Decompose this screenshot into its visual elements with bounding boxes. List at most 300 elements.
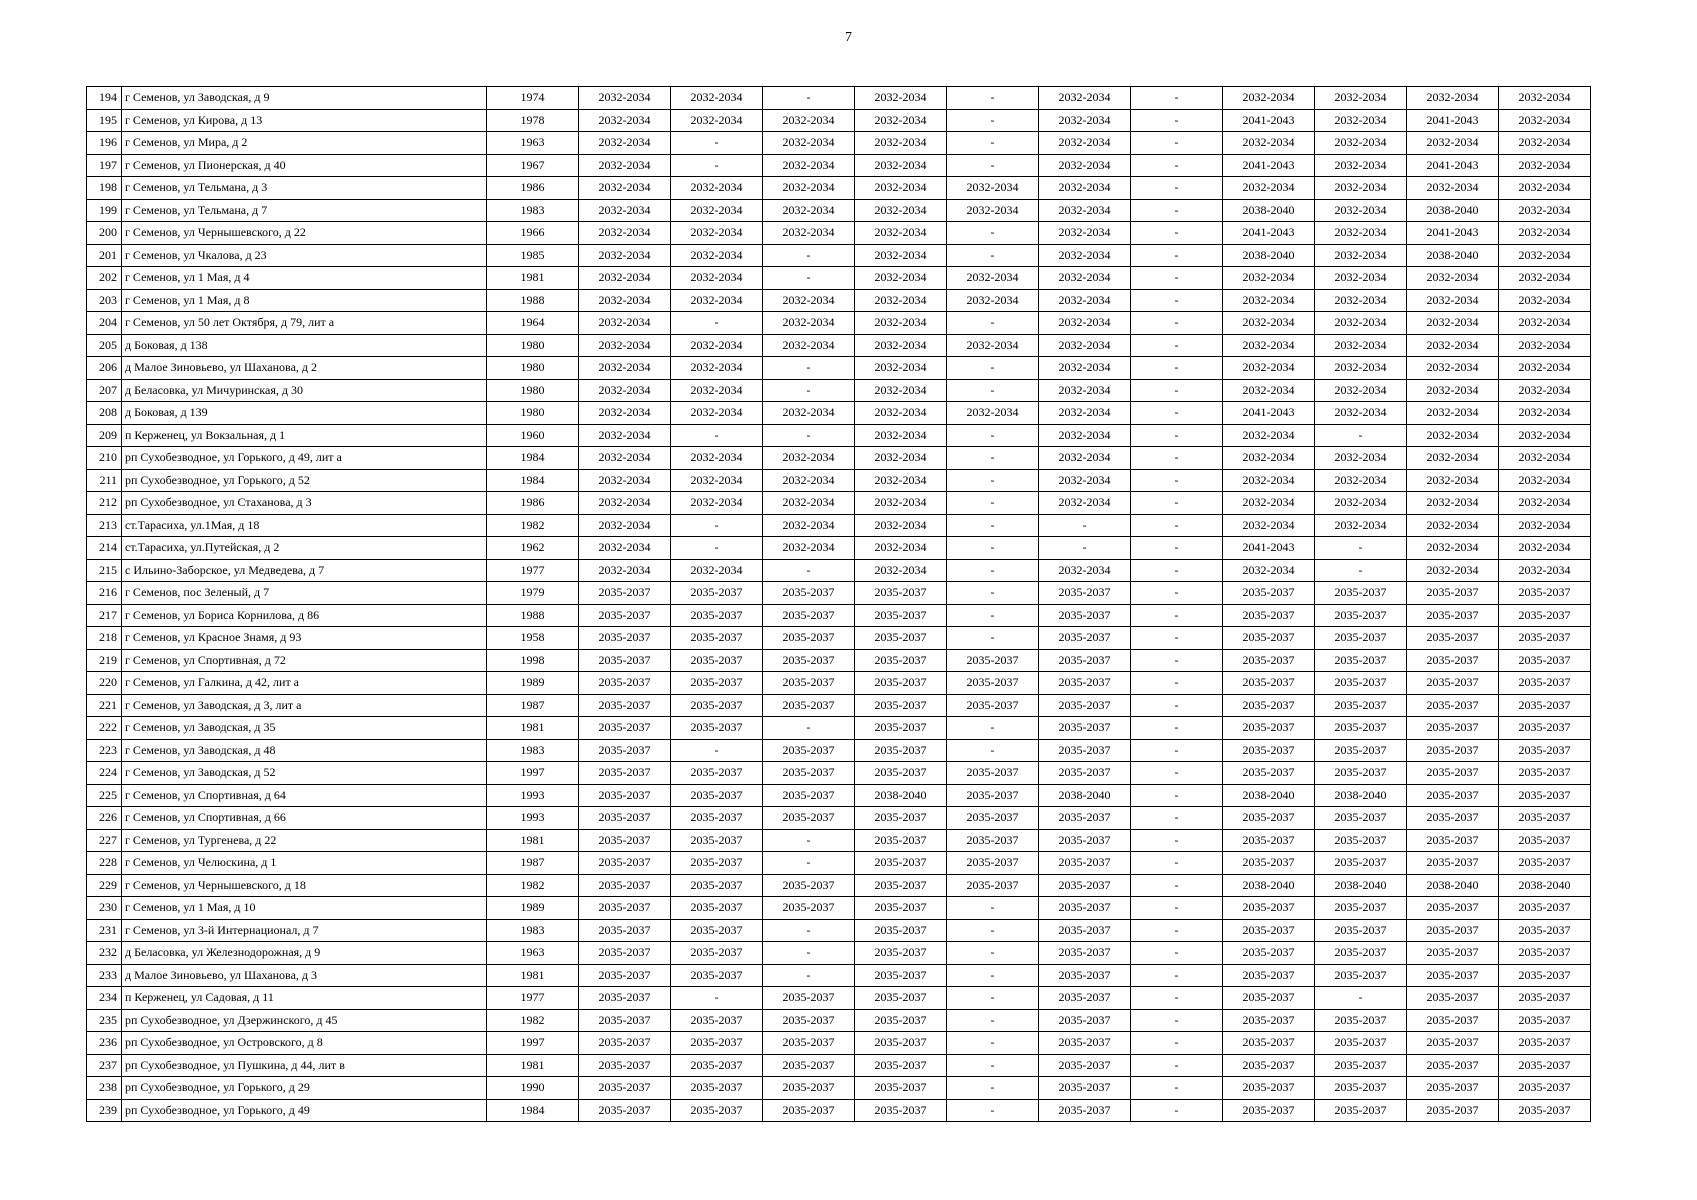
cell-repair-period-4: 2035-2037 xyxy=(855,762,947,785)
cell-repair-period-6: 2035-2037 xyxy=(1039,852,1131,875)
cell-repair-period-11: 2032-2034 xyxy=(1499,357,1591,380)
cell-repair-period-8: 2032-2034 xyxy=(1223,424,1315,447)
cell-repair-period-4: 2032-2034 xyxy=(855,424,947,447)
cell-repair-period-4: 2038-2040 xyxy=(855,784,947,807)
cell-repair-period-7: - xyxy=(1131,267,1223,290)
cell-repair-period-9: 2038-2040 xyxy=(1315,874,1407,897)
cell-repair-period-1: 2032-2034 xyxy=(579,537,671,560)
cell-repair-period-7: - xyxy=(1131,717,1223,740)
cell-repair-period-4: 2035-2037 xyxy=(855,739,947,762)
table-row xyxy=(87,109,1591,132)
cell-address: г Семенов, ул 1 Мая, д 8 xyxy=(122,289,487,312)
cell-repair-period-1: 2032-2034 xyxy=(579,289,671,312)
cell-repair-period-9: 2032-2034 xyxy=(1315,312,1407,335)
cell-repair-period-5: - xyxy=(947,1009,1039,1032)
cell-repair-period-11: 2035-2037 xyxy=(1499,627,1591,650)
cell-repair-period-9: - xyxy=(1315,987,1407,1010)
table-row xyxy=(87,852,1591,875)
cell-repair-period-6: 2035-2037 xyxy=(1039,694,1131,717)
cell-repair-period-9: 2032-2034 xyxy=(1315,334,1407,357)
table-row xyxy=(87,694,1591,717)
cell-repair-period-5: 2035-2037 xyxy=(947,807,1039,830)
cell-repair-period-1: 2032-2034 xyxy=(579,312,671,335)
cell-repair-period-5: - xyxy=(947,132,1039,155)
cell-repair-period-2: 2032-2034 xyxy=(671,379,763,402)
cell-build-year: 1983 xyxy=(487,739,579,762)
cell-repair-period-4: 2035-2037 xyxy=(855,649,947,672)
cell-build-year: 1974 xyxy=(487,87,579,110)
cell-repair-period-2: 2035-2037 xyxy=(671,582,763,605)
cell-build-year: 1986 xyxy=(487,177,579,200)
cell-repair-period-6: 2035-2037 xyxy=(1039,1054,1131,1077)
cell-repair-period-11: 2032-2034 xyxy=(1499,402,1591,425)
cell-repair-period-2: 2032-2034 xyxy=(671,222,763,245)
cell-repair-period-10: 2035-2037 xyxy=(1407,807,1499,830)
cell-repair-period-4: 2035-2037 xyxy=(855,874,947,897)
cell-repair-period-3: 2032-2034 xyxy=(763,132,855,155)
cell-row-number: 218 xyxy=(87,627,122,650)
table-row xyxy=(87,312,1591,335)
cell-repair-period-6: 2032-2034 xyxy=(1039,559,1131,582)
cell-repair-period-7: - xyxy=(1131,964,1223,987)
cell-repair-period-1: 2035-2037 xyxy=(579,964,671,987)
cell-repair-period-8: 2038-2040 xyxy=(1223,244,1315,267)
cell-repair-period-5: - xyxy=(947,739,1039,762)
cell-repair-period-1: 2032-2034 xyxy=(579,244,671,267)
cell-repair-period-4: 2032-2034 xyxy=(855,334,947,357)
table-row xyxy=(87,379,1591,402)
cell-repair-period-9: 2035-2037 xyxy=(1315,582,1407,605)
cell-repair-period-4: 2035-2037 xyxy=(855,942,947,965)
cell-row-number: 215 xyxy=(87,559,122,582)
cell-build-year: 1983 xyxy=(487,919,579,942)
cell-repair-period-4: 2035-2037 xyxy=(855,604,947,627)
cell-repair-period-11: 2035-2037 xyxy=(1499,762,1591,785)
cell-repair-period-4: 2032-2034 xyxy=(855,87,947,110)
cell-repair-period-3: 2032-2034 xyxy=(763,334,855,357)
cell-repair-period-11: 2035-2037 xyxy=(1499,942,1591,965)
cell-repair-period-8: 2032-2034 xyxy=(1223,514,1315,537)
cell-repair-period-1: 2035-2037 xyxy=(579,739,671,762)
cell-repair-period-6: 2035-2037 xyxy=(1039,762,1131,785)
cell-build-year: 1985 xyxy=(487,244,579,267)
cell-build-year: 1987 xyxy=(487,852,579,875)
cell-build-year: 1982 xyxy=(487,874,579,897)
cell-repair-period-2: 2032-2034 xyxy=(671,357,763,380)
cell-repair-period-3: 2032-2034 xyxy=(763,177,855,200)
cell-repair-period-6: 2032-2034 xyxy=(1039,109,1131,132)
table-row xyxy=(87,964,1591,987)
cell-repair-period-1: 2035-2037 xyxy=(579,1009,671,1032)
cell-address: г Семенов, ул Тельмана, д 7 xyxy=(122,199,487,222)
cell-repair-period-10: 2038-2040 xyxy=(1407,874,1499,897)
cell-repair-period-3: 2035-2037 xyxy=(763,627,855,650)
cell-address: рп Сухобезводное, ул Стаханова, д 3 xyxy=(122,492,487,515)
cell-repair-period-5: - xyxy=(947,379,1039,402)
cell-repair-period-8: 2035-2037 xyxy=(1223,649,1315,672)
cell-repair-period-7: - xyxy=(1131,1032,1223,1055)
cell-repair-period-3: - xyxy=(763,267,855,290)
cell-repair-period-7: - xyxy=(1131,942,1223,965)
cell-repair-period-10: 2032-2034 xyxy=(1407,469,1499,492)
cell-repair-period-6: 2035-2037 xyxy=(1039,717,1131,740)
cell-repair-period-3: 2032-2034 xyxy=(763,402,855,425)
cell-repair-period-11: 2035-2037 xyxy=(1499,919,1591,942)
cell-repair-period-2: 2032-2034 xyxy=(671,289,763,312)
cell-repair-period-5: - xyxy=(947,357,1039,380)
cell-repair-period-9: 2035-2037 xyxy=(1315,897,1407,920)
cell-repair-period-4: 2035-2037 xyxy=(855,897,947,920)
cell-repair-period-5: - xyxy=(947,627,1039,650)
cell-row-number: 216 xyxy=(87,582,122,605)
cell-repair-period-5: 2032-2034 xyxy=(947,334,1039,357)
cell-address: рп Сухобезводное, ул Горького, д 49 xyxy=(122,1099,487,1122)
cell-repair-period-3: - xyxy=(763,379,855,402)
cell-repair-period-2: 2035-2037 xyxy=(671,1032,763,1055)
cell-repair-period-1: 2035-2037 xyxy=(579,919,671,942)
cell-repair-period-8: 2032-2034 xyxy=(1223,132,1315,155)
cell-address: рп Сухобезводное, ул Горького, д 49, лит а xyxy=(122,447,487,470)
cell-row-number: 196 xyxy=(87,132,122,155)
cell-repair-period-8: 2032-2034 xyxy=(1223,312,1315,335)
cell-build-year: 1979 xyxy=(487,582,579,605)
cell-repair-period-8: 2035-2037 xyxy=(1223,627,1315,650)
cell-repair-period-1: 2032-2034 xyxy=(579,222,671,245)
cell-repair-period-1: 2032-2034 xyxy=(579,492,671,515)
cell-build-year: 1981 xyxy=(487,829,579,852)
cell-address: г Семенов, ул Галкина, д 42, лит а xyxy=(122,672,487,695)
cell-repair-period-10: 2032-2034 xyxy=(1407,312,1499,335)
cell-row-number: 199 xyxy=(87,199,122,222)
cell-address: г Семенов, ул Спортивная, д 64 xyxy=(122,784,487,807)
cell-row-number: 194 xyxy=(87,87,122,110)
cell-repair-period-5: - xyxy=(947,469,1039,492)
cell-build-year: 1993 xyxy=(487,807,579,830)
cell-repair-period-5: - xyxy=(947,964,1039,987)
cell-repair-period-9: 2032-2034 xyxy=(1315,109,1407,132)
cell-repair-period-6: 2032-2034 xyxy=(1039,379,1131,402)
cell-row-number: 197 xyxy=(87,154,122,177)
table-row xyxy=(87,177,1591,200)
cell-repair-period-6: 2035-2037 xyxy=(1039,582,1131,605)
cell-repair-period-9: 2035-2037 xyxy=(1315,649,1407,672)
cell-repair-period-1: 2035-2037 xyxy=(579,1099,671,1122)
cell-repair-period-4: 2032-2034 xyxy=(855,109,947,132)
cell-repair-period-7: - xyxy=(1131,199,1223,222)
cell-repair-period-10: 2035-2037 xyxy=(1407,852,1499,875)
cell-repair-period-7: - xyxy=(1131,402,1223,425)
cell-repair-period-11: 2032-2034 xyxy=(1499,492,1591,515)
cell-repair-period-2: 2035-2037 xyxy=(671,897,763,920)
table-row xyxy=(87,582,1591,605)
cell-repair-period-10: 2035-2037 xyxy=(1407,694,1499,717)
cell-repair-period-11: 2032-2034 xyxy=(1499,132,1591,155)
cell-row-number: 200 xyxy=(87,222,122,245)
cell-row-number: 238 xyxy=(87,1077,122,1100)
table-row xyxy=(87,1077,1591,1100)
cell-build-year: 1989 xyxy=(487,897,579,920)
cell-repair-period-8: 2035-2037 xyxy=(1223,897,1315,920)
cell-repair-period-9: 2032-2034 xyxy=(1315,514,1407,537)
cell-repair-period-5: - xyxy=(947,604,1039,627)
cell-repair-period-11: 2035-2037 xyxy=(1499,1054,1591,1077)
cell-repair-period-3: 2035-2037 xyxy=(763,1077,855,1100)
table-row xyxy=(87,784,1591,807)
cell-address: ст.Тарасиха, ул.Путейская, д 2 xyxy=(122,537,487,560)
cell-repair-period-8: 2035-2037 xyxy=(1223,604,1315,627)
cell-repair-period-2: 2035-2037 xyxy=(671,964,763,987)
cell-repair-period-1: 2032-2034 xyxy=(579,469,671,492)
cell-repair-period-11: 2035-2037 xyxy=(1499,1032,1591,1055)
cell-repair-period-1: 2035-2037 xyxy=(579,942,671,965)
cell-repair-period-2: 2035-2037 xyxy=(671,717,763,740)
cell-row-number: 210 xyxy=(87,447,122,470)
table-row xyxy=(87,447,1591,470)
cell-row-number: 223 xyxy=(87,739,122,762)
cell-repair-period-1: 2032-2034 xyxy=(579,514,671,537)
cell-repair-period-7: - xyxy=(1131,537,1223,560)
cell-repair-period-6: 2035-2037 xyxy=(1039,987,1131,1010)
cell-address: д Малое Зиновьево, ул Шаханова, д 2 xyxy=(122,357,487,380)
cell-repair-period-6: 2035-2037 xyxy=(1039,897,1131,920)
cell-repair-period-9: 2035-2037 xyxy=(1315,627,1407,650)
cell-repair-period-8: 2035-2037 xyxy=(1223,1054,1315,1077)
cell-repair-period-3: 2032-2034 xyxy=(763,447,855,470)
cell-repair-period-7: - xyxy=(1131,649,1223,672)
cell-repair-period-8: 2035-2037 xyxy=(1223,942,1315,965)
cell-repair-period-6: - xyxy=(1039,514,1131,537)
cell-repair-period-5: 2032-2034 xyxy=(947,199,1039,222)
cell-repair-period-8: 2035-2037 xyxy=(1223,739,1315,762)
cell-build-year: 1964 xyxy=(487,312,579,335)
cell-repair-period-10: 2035-2037 xyxy=(1407,942,1499,965)
table-row xyxy=(87,649,1591,672)
cell-repair-period-2: 2035-2037 xyxy=(671,762,763,785)
cell-address: рп Сухобезводное, ул Пушкина, д 44, лит в xyxy=(122,1054,487,1077)
cell-repair-period-3: 2035-2037 xyxy=(763,649,855,672)
cell-repair-period-11: 2035-2037 xyxy=(1499,852,1591,875)
cell-repair-period-8: 2035-2037 xyxy=(1223,1099,1315,1122)
cell-repair-period-4: 2032-2034 xyxy=(855,154,947,177)
cell-repair-period-2: 2035-2037 xyxy=(671,852,763,875)
cell-repair-period-9: 2032-2034 xyxy=(1315,87,1407,110)
cell-repair-period-11: 2035-2037 xyxy=(1499,807,1591,830)
cell-repair-period-8: 2032-2034 xyxy=(1223,379,1315,402)
cell-repair-period-6: 2035-2037 xyxy=(1039,807,1131,830)
table-row xyxy=(87,807,1591,830)
cell-repair-period-5: 2035-2037 xyxy=(947,829,1039,852)
cell-repair-period-4: 2032-2034 xyxy=(855,514,947,537)
cell-row-number: 234 xyxy=(87,987,122,1010)
cell-repair-period-4: 2035-2037 xyxy=(855,1009,947,1032)
cell-repair-period-2: 2032-2034 xyxy=(671,469,763,492)
cell-repair-period-10: 2032-2034 xyxy=(1407,514,1499,537)
cell-row-number: 231 xyxy=(87,919,122,942)
cell-repair-period-3: 2035-2037 xyxy=(763,1099,855,1122)
cell-repair-period-10: 2035-2037 xyxy=(1407,739,1499,762)
cell-repair-period-7: - xyxy=(1131,919,1223,942)
cell-repair-period-2: 2032-2034 xyxy=(671,87,763,110)
cell-repair-period-4: 2035-2037 xyxy=(855,987,947,1010)
cell-repair-period-2: 2032-2034 xyxy=(671,402,763,425)
cell-address: г Семенов, ул Заводская, д 52 xyxy=(122,762,487,785)
cell-repair-period-8: 2038-2040 xyxy=(1223,199,1315,222)
cell-repair-period-11: 2038-2040 xyxy=(1499,874,1591,897)
cell-address: г Семенов, ул Пионерская, д 40 xyxy=(122,154,487,177)
cell-repair-period-9: 2035-2037 xyxy=(1315,694,1407,717)
cell-repair-period-2: 2035-2037 xyxy=(671,807,763,830)
cell-repair-period-7: - xyxy=(1131,334,1223,357)
cell-repair-period-4: 2032-2034 xyxy=(855,267,947,290)
cell-repair-period-7: - xyxy=(1131,357,1223,380)
cell-repair-period-1: 2035-2037 xyxy=(579,852,671,875)
cell-repair-period-11: 2035-2037 xyxy=(1499,1009,1591,1032)
cell-address: г Семенов, ул Заводская, д 3, лит а xyxy=(122,694,487,717)
cell-address: г Семенов, ул 1 Мая, д 10 xyxy=(122,897,487,920)
table-row xyxy=(87,537,1591,560)
cell-repair-period-5: - xyxy=(947,514,1039,537)
cell-build-year: 1987 xyxy=(487,694,579,717)
cell-repair-period-4: 2035-2037 xyxy=(855,582,947,605)
cell-repair-period-1: 2035-2037 xyxy=(579,807,671,830)
cell-build-year: 1963 xyxy=(487,132,579,155)
table-row xyxy=(87,672,1591,695)
cell-repair-period-6: 2035-2037 xyxy=(1039,1009,1131,1032)
cell-repair-period-7: - xyxy=(1131,1077,1223,1100)
cell-repair-period-5: - xyxy=(947,537,1039,560)
cell-repair-period-3: - xyxy=(763,357,855,380)
cell-repair-period-2: 2032-2034 xyxy=(671,267,763,290)
cell-repair-period-11: 2035-2037 xyxy=(1499,717,1591,740)
cell-repair-period-1: 2032-2034 xyxy=(579,447,671,470)
cell-repair-period-6: 2035-2037 xyxy=(1039,829,1131,852)
cell-repair-period-9: 2035-2037 xyxy=(1315,739,1407,762)
cell-build-year: 1966 xyxy=(487,222,579,245)
cell-repair-period-1: 2035-2037 xyxy=(579,672,671,695)
cell-repair-period-7: - xyxy=(1131,829,1223,852)
cell-repair-period-7: - xyxy=(1131,897,1223,920)
cell-repair-period-4: 2032-2034 xyxy=(855,312,947,335)
cell-repair-period-11: 2035-2037 xyxy=(1499,1099,1591,1122)
cell-row-number: 203 xyxy=(87,289,122,312)
cell-repair-period-1: 2035-2037 xyxy=(579,627,671,650)
cell-repair-period-1: 2032-2034 xyxy=(579,334,671,357)
cell-repair-period-2: 2035-2037 xyxy=(671,1099,763,1122)
cell-address: г Семенов, ул Чернышевского, д 18 xyxy=(122,874,487,897)
cell-row-number: 237 xyxy=(87,1054,122,1077)
cell-build-year: 1963 xyxy=(487,942,579,965)
cell-repair-period-5: - xyxy=(947,1032,1039,1055)
cell-repair-period-2: 2035-2037 xyxy=(671,649,763,672)
cell-repair-period-10: 2035-2037 xyxy=(1407,762,1499,785)
cell-build-year: 1983 xyxy=(487,199,579,222)
cell-address: ст.Тарасиха, ул.1Мая, д 18 xyxy=(122,514,487,537)
table-row xyxy=(87,717,1591,740)
cell-repair-period-5: 2035-2037 xyxy=(947,649,1039,672)
cell-repair-period-1: 2035-2037 xyxy=(579,1077,671,1100)
cell-repair-period-3: 2032-2034 xyxy=(763,222,855,245)
cell-repair-period-5: 2032-2034 xyxy=(947,289,1039,312)
cell-repair-period-4: 2035-2037 xyxy=(855,672,947,695)
cell-row-number: 236 xyxy=(87,1032,122,1055)
cell-repair-period-6: 2035-2037 xyxy=(1039,1032,1131,1055)
cell-repair-period-2: 2032-2034 xyxy=(671,109,763,132)
cell-repair-period-9: 2032-2034 xyxy=(1315,199,1407,222)
cell-repair-period-1: 2035-2037 xyxy=(579,874,671,897)
cell-repair-period-4: 2032-2034 xyxy=(855,537,947,560)
cell-build-year: 1984 xyxy=(487,1099,579,1122)
cell-repair-period-6: - xyxy=(1039,537,1131,560)
cell-address: рп Сухобезводное, ул Островского, д 8 xyxy=(122,1032,487,1055)
cell-repair-period-11: 2032-2034 xyxy=(1499,289,1591,312)
cell-repair-period-9: 2038-2040 xyxy=(1315,784,1407,807)
cell-build-year: 1981 xyxy=(487,267,579,290)
cell-repair-period-7: - xyxy=(1131,222,1223,245)
table-row xyxy=(87,357,1591,380)
cell-repair-period-7: - xyxy=(1131,447,1223,470)
cell-repair-period-11: 2035-2037 xyxy=(1499,897,1591,920)
cell-repair-period-3: 2032-2034 xyxy=(763,469,855,492)
cell-repair-period-2: 2032-2034 xyxy=(671,177,763,200)
cell-repair-period-10: 2032-2034 xyxy=(1407,537,1499,560)
cell-address: г Семенов, ул 1 Мая, д 4 xyxy=(122,267,487,290)
cell-repair-period-1: 2032-2034 xyxy=(579,379,671,402)
cell-repair-period-2: 2035-2037 xyxy=(671,694,763,717)
cell-repair-period-10: 2035-2037 xyxy=(1407,672,1499,695)
cell-address: рп Сухобезводное, ул Горького, д 52 xyxy=(122,469,487,492)
table-row xyxy=(87,469,1591,492)
cell-repair-period-3: 2032-2034 xyxy=(763,312,855,335)
cell-row-number: 229 xyxy=(87,874,122,897)
cell-repair-period-6: 2032-2034 xyxy=(1039,132,1131,155)
cell-repair-period-1: 2032-2034 xyxy=(579,402,671,425)
cell-repair-period-6: 2038-2040 xyxy=(1039,784,1131,807)
cell-repair-period-7: - xyxy=(1131,627,1223,650)
cell-repair-period-6: 2035-2037 xyxy=(1039,874,1131,897)
table-row xyxy=(87,424,1591,447)
cell-repair-period-2: 2035-2037 xyxy=(671,919,763,942)
cell-row-number: 239 xyxy=(87,1099,122,1122)
cell-repair-period-1: 2032-2034 xyxy=(579,154,671,177)
cell-row-number: 228 xyxy=(87,852,122,875)
cell-repair-period-2: - xyxy=(671,424,763,447)
cell-repair-period-3: 2035-2037 xyxy=(763,582,855,605)
cell-repair-period-10: 2032-2034 xyxy=(1407,424,1499,447)
cell-build-year: 1980 xyxy=(487,334,579,357)
cell-repair-period-11: 2035-2037 xyxy=(1499,694,1591,717)
cell-repair-period-7: - xyxy=(1131,154,1223,177)
cell-repair-period-9: 2035-2037 xyxy=(1315,1009,1407,1032)
cell-repair-period-10: 2032-2034 xyxy=(1407,87,1499,110)
cell-repair-period-5: 2035-2037 xyxy=(947,874,1039,897)
cell-repair-period-3: - xyxy=(763,717,855,740)
cell-repair-period-10: 2035-2037 xyxy=(1407,649,1499,672)
cell-repair-period-9: - xyxy=(1315,559,1407,582)
cell-repair-period-4: 2032-2034 xyxy=(855,289,947,312)
cell-repair-period-3: - xyxy=(763,919,855,942)
cell-repair-period-8: 2032-2034 xyxy=(1223,357,1315,380)
cell-repair-period-5: 2035-2037 xyxy=(947,762,1039,785)
cell-repair-period-3: 2035-2037 xyxy=(763,1032,855,1055)
cell-repair-period-1: 2035-2037 xyxy=(579,694,671,717)
cell-address: д Боковая, д 138 xyxy=(122,334,487,357)
table-row xyxy=(87,1054,1591,1077)
cell-repair-period-4: 2035-2037 xyxy=(855,1054,947,1077)
table-row xyxy=(87,942,1591,965)
cell-repair-period-7: - xyxy=(1131,1054,1223,1077)
cell-repair-period-1: 2035-2037 xyxy=(579,604,671,627)
cell-build-year: 1962 xyxy=(487,537,579,560)
